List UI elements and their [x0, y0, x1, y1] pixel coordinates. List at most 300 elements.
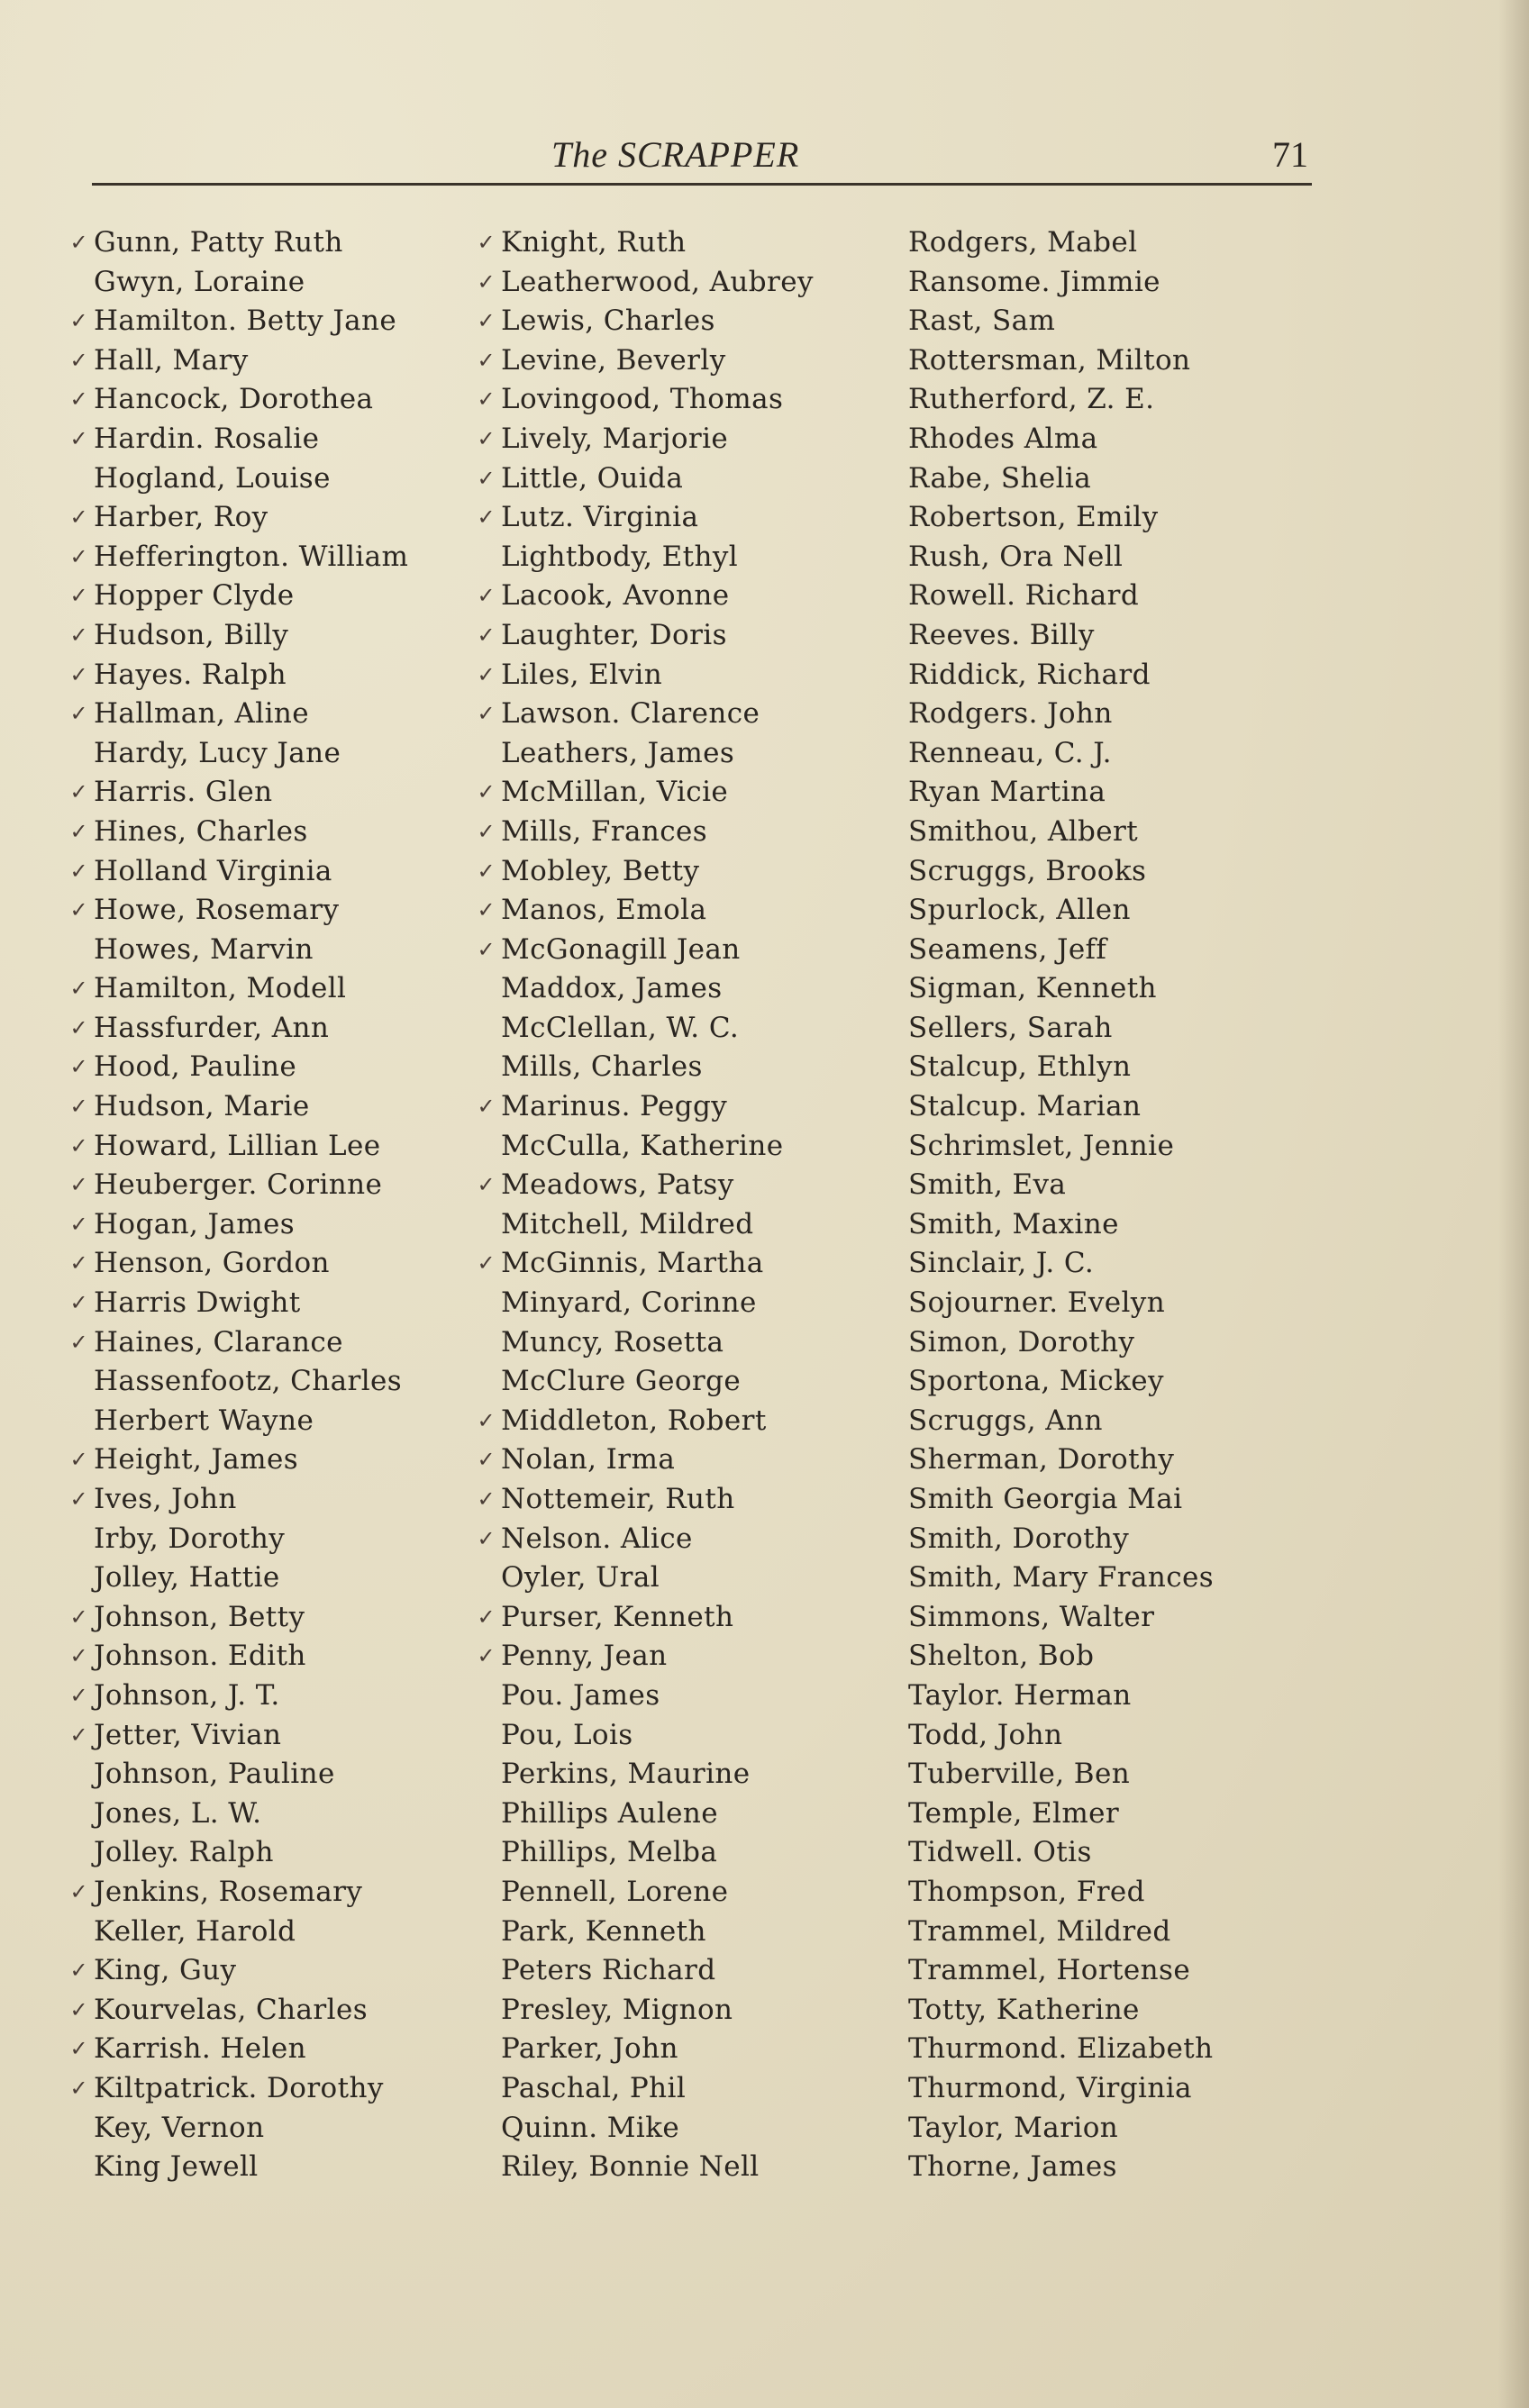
student-name: McGinnis, Martha [501, 1247, 764, 1280]
student-name: Heuberger. Corinne [94, 1168, 383, 1202]
student-name: Hallman, Aline [94, 697, 310, 731]
student-name: Parker, John [501, 2032, 678, 2066]
student-name: Hardy, Lucy Jane [94, 736, 341, 769]
student-name: Lively, Marjorie [501, 422, 729, 455]
list-item [908, 2148, 1332, 2187]
student-name: Gwyn, Loraine [94, 265, 305, 298]
student-name: Thurmond. Elizabeth [908, 2032, 1214, 2066]
publication-title: The SCRAPPER [551, 134, 800, 175]
check-mark-icon: ✓ [69, 1290, 88, 1316]
list-item [69, 852, 517, 892]
list-item [477, 302, 924, 341]
student-name: Pou. James [501, 1678, 660, 1712]
student-name: Stalcup, Ethlyn [908, 1050, 1132, 1084]
list-item [908, 538, 1332, 577]
student-name: Spurlock, Allen [908, 894, 1131, 927]
list-item [908, 2109, 1332, 2149]
student-name: Nolan, Irma [501, 1443, 676, 1477]
student-name: Harris. Glen [94, 776, 273, 809]
student-name: Smith, Mary Frances [908, 1561, 1215, 1595]
list-item [501, 2030, 924, 2069]
list-item [501, 1716, 924, 1756]
list-item [908, 656, 1332, 695]
student-name: Johnson, Pauline [94, 1758, 335, 1791]
list-item [477, 1520, 924, 1559]
check-mark-icon: ✓ [69, 661, 88, 687]
list-item [501, 1048, 924, 1087]
student-name: Holland Virginia [94, 854, 332, 887]
student-name: Jolley. Ralph [94, 1836, 274, 1869]
student-name: Nottemeir, Ruth [501, 1483, 735, 1515]
list-item [69, 1009, 517, 1049]
check-mark-icon: ✓ [477, 1486, 496, 1512]
list-item [908, 1598, 1332, 1638]
student-name: Rush, Ora Nell [908, 540, 1124, 573]
student-name: McCulla, Katherine [501, 1129, 784, 1162]
check-mark-icon: ✓ [69, 622, 88, 648]
list-item [69, 420, 517, 459]
student-name: Tidwell. Otis [908, 1836, 1092, 1869]
name-column-2 [477, 223, 924, 2187]
student-name: Schrimslet, Jennie [908, 1129, 1175, 1162]
student-name: Rodgers. John [908, 697, 1113, 731]
list-item [501, 1558, 924, 1598]
student-name: Smithou, Albert [908, 814, 1139, 848]
list-item [908, 1127, 1332, 1167]
check-mark-icon: ✓ [477, 583, 496, 609]
check-mark-icon: ✓ [69, 1094, 88, 1120]
check-mark-icon: ✓ [477, 858, 496, 884]
list-item [908, 1873, 1332, 1913]
check-mark-icon: ✓ [69, 1958, 88, 1984]
list-item [501, 1913, 924, 1952]
list-item [477, 813, 924, 852]
list-item [908, 459, 1332, 499]
student-name: Pennell, Lorene [501, 1875, 729, 1908]
student-name: Leathers, James [501, 736, 735, 769]
student-name: Park, Kenneth [501, 1914, 706, 1948]
list-item [908, 1951, 1332, 1991]
list-item [908, 1520, 1332, 1559]
check-mark-icon: ✓ [69, 1486, 88, 1512]
check-mark-icon: ✓ [477, 897, 496, 923]
list-item [94, 1833, 517, 1873]
list-item [69, 2030, 517, 2069]
check-mark-icon: ✓ [69, 976, 88, 1002]
check-mark-icon: ✓ [69, 1722, 88, 1748]
list-item [69, 302, 517, 341]
list-item [69, 341, 517, 381]
student-name: King Jewell [94, 2150, 259, 2184]
list-item [69, 1087, 517, 1127]
list-item [69, 1284, 517, 1323]
student-name: Reeves. Billy [908, 618, 1095, 651]
list-item [908, 1637, 1332, 1677]
list-item [69, 1991, 517, 2031]
list-item [501, 2109, 924, 2149]
check-mark-icon: ✓ [69, 1604, 88, 1630]
check-mark-icon: ✓ [477, 622, 496, 648]
list-item [477, 380, 924, 420]
student-name: Trammel, Mildred [908, 1914, 1171, 1948]
student-name: Purser, Kenneth [501, 1600, 734, 1633]
check-mark-icon: ✓ [477, 1447, 496, 1473]
student-name: Rodgers, Mabel [908, 226, 1138, 259]
list-item [94, 1362, 517, 1402]
list-item [908, 577, 1332, 616]
list-item [908, 1402, 1332, 1441]
student-name: Smith, Maxine [908, 1207, 1119, 1240]
list-item [501, 1833, 924, 1873]
student-name: Hogan, James [94, 1207, 296, 1240]
list-item [69, 538, 517, 577]
check-mark-icon: ✓ [69, 701, 88, 727]
name-column-1 [69, 223, 517, 2187]
student-name: Harris Dwight [94, 1286, 301, 1320]
check-mark-icon: ✓ [69, 347, 88, 373]
student-name: Keller, Harold [94, 1914, 296, 1948]
list-item [69, 773, 517, 813]
check-mark-icon: ✓ [69, 1447, 88, 1473]
list-item [477, 1244, 924, 1284]
page-header [551, 133, 1308, 184]
student-name: Hudson, Billy [94, 618, 289, 651]
list-item [69, 1127, 517, 1167]
check-mark-icon: ✓ [477, 1604, 496, 1630]
list-item [69, 1244, 517, 1284]
list-item [69, 1205, 517, 1245]
check-mark-icon: ✓ [69, 583, 88, 609]
check-mark-icon: ✓ [477, 661, 496, 687]
student-name: Rutherford, Z. E. [908, 383, 1155, 416]
student-name: Thurmond, Virginia [908, 2071, 1192, 2104]
list-item [908, 498, 1332, 538]
list-item [908, 380, 1332, 420]
student-name: Rabe, Shelia [908, 461, 1092, 495]
student-name: Pou, Lois [501, 1718, 633, 1751]
student-name: Taylor, Marion [908, 2111, 1119, 2144]
name-column-3 [908, 223, 1332, 2187]
student-name: Gunn, Patty Ruth [94, 226, 343, 259]
list-item [94, 1402, 517, 1441]
student-name: Muncy, Rosetta [501, 1325, 724, 1358]
student-name: Hefferington. William [94, 540, 409, 573]
student-name: Taylor. Herman [908, 1678, 1132, 1712]
check-mark-icon: ✓ [69, 1682, 88, 1708]
list-item [908, 1913, 1332, 1952]
check-mark-icon: ✓ [477, 1172, 496, 1198]
list-item [477, 891, 924, 931]
list-item [908, 2069, 1332, 2109]
student-name: Hardin. Rosalie [94, 422, 320, 455]
list-item [908, 931, 1332, 970]
check-mark-icon: ✓ [69, 1643, 88, 1669]
list-item [908, 1048, 1332, 1087]
student-name: Renneau, C. J. [908, 736, 1112, 769]
student-name: Henson, Gordon [94, 1247, 330, 1280]
student-name: Temple, Elmer [908, 1796, 1120, 1830]
student-name: Scruggs, Brooks [908, 854, 1147, 887]
list-item [501, 1362, 924, 1402]
check-mark-icon: ✓ [69, 2075, 88, 2101]
list-item [69, 813, 517, 852]
student-name: Hayes. Ralph [94, 658, 287, 691]
list-item [477, 1402, 924, 1441]
student-name: Herbert Wayne [94, 1404, 314, 1437]
list-item [69, 577, 517, 616]
student-name: Hopper Clyde [94, 579, 295, 613]
student-name: Knight, Ruth [501, 226, 687, 259]
student-name: Lacook, Avonne [501, 579, 730, 613]
student-name: Leatherwood, Aubrey [501, 265, 814, 298]
student-name: Peters Richard [501, 1954, 716, 1987]
list-item [477, 656, 924, 695]
student-name: Tuberville, Ben [908, 1758, 1131, 1791]
student-name: Oyler, Ural [501, 1561, 660, 1595]
student-name: Haines, Clarance [94, 1325, 343, 1358]
student-name: Nelson. Alice [501, 1522, 693, 1555]
page-number: 71 [1272, 134, 1308, 175]
student-name: Marinus. Peggy [501, 1090, 728, 1123]
list-item [908, 1677, 1332, 1716]
list-item [501, 538, 924, 577]
student-name: Jolley, Hattie [94, 1561, 280, 1595]
list-item [94, 2148, 517, 2187]
list-item [94, 1795, 517, 1834]
list-item [69, 223, 517, 263]
list-item [69, 1048, 517, 1087]
list-item [94, 2109, 517, 2149]
list-item [501, 969, 924, 1009]
student-name: Height, James [94, 1443, 299, 1477]
list-item [69, 1637, 517, 1677]
check-mark-icon: ✓ [69, 858, 88, 884]
student-name: Laughter, Doris [501, 618, 727, 651]
list-item [908, 1362, 1332, 1402]
list-item [501, 1755, 924, 1795]
student-name: Hamilton. Betty Jane [94, 304, 397, 338]
student-name: Minyard, Corinne [501, 1286, 757, 1320]
student-name: Shelton, Bob [908, 1640, 1095, 1673]
student-name: Hood, Pauline [94, 1050, 297, 1084]
student-name: McMillan, Vicie [501, 776, 729, 809]
list-item [94, 734, 517, 774]
student-name: Ransome. Jimmie [908, 265, 1160, 298]
list-item [908, 734, 1332, 774]
list-item [69, 695, 517, 734]
student-name: Hancock, Dorothea [94, 383, 374, 416]
student-name: Seamens, Jeff [908, 932, 1107, 966]
list-item [908, 1009, 1332, 1049]
list-item [94, 1520, 517, 1559]
list-item [69, 891, 517, 931]
list-item [908, 1833, 1332, 1873]
student-name: Phillips, Melba [501, 1836, 718, 1869]
list-item [69, 1440, 517, 1480]
student-name: Mills, Frances [501, 814, 708, 848]
check-mark-icon: ✓ [69, 308, 88, 334]
check-mark-icon: ✓ [69, 818, 88, 844]
student-name: Lightbody, Ethyl [501, 540, 739, 573]
check-mark-icon: ✓ [477, 936, 496, 962]
list-item [69, 1873, 517, 1913]
list-item [908, 1087, 1332, 1127]
check-mark-icon: ✓ [477, 1643, 496, 1669]
student-name: McClure George [501, 1365, 742, 1398]
student-name: Howes, Marvin [94, 932, 314, 966]
check-mark-icon: ✓ [477, 386, 496, 413]
list-item [477, 931, 924, 970]
check-mark-icon: ✓ [477, 779, 496, 805]
student-name: McClellan, W. C. [501, 1011, 740, 1044]
student-name: Johnson. Edith [94, 1640, 306, 1673]
student-name: Jetter, Vivian [94, 1718, 282, 1751]
list-item [94, 263, 517, 303]
list-item [69, 1716, 517, 1756]
list-item [908, 420, 1332, 459]
check-mark-icon: ✓ [69, 779, 88, 805]
student-name: Karrish. Helen [94, 2032, 306, 2066]
list-item [501, 1873, 924, 1913]
student-name: Hamilton, Modell [94, 972, 347, 1005]
list-item [69, 969, 517, 1009]
list-item [908, 2030, 1332, 2069]
list-item [477, 852, 924, 892]
student-name: Rowell. Richard [908, 579, 1140, 613]
student-name: Scruggs, Ann [908, 1404, 1103, 1437]
student-name: Phillips Aulene [501, 1796, 719, 1830]
student-name: Lutz. Virginia [501, 501, 699, 534]
list-item [501, 2148, 924, 2187]
student-name: Hogland, Louise [94, 461, 331, 495]
student-name: Lovingood, Thomas [501, 383, 784, 416]
list-item [477, 1440, 924, 1480]
student-name: Sherman, Dorothy [908, 1443, 1175, 1477]
student-name: Harber, Roy [94, 501, 268, 534]
student-name: Kourvelas, Charles [94, 1993, 369, 2026]
check-mark-icon: ✓ [477, 1407, 496, 1433]
student-name: Key, Vernon [94, 2111, 265, 2144]
student-name: Irby, Dorothy [94, 1522, 286, 1555]
student-name: Smith, Dorothy [908, 1522, 1130, 1555]
list-item [908, 852, 1332, 892]
check-mark-icon: ✓ [69, 386, 88, 413]
list-item [69, 380, 517, 420]
student-name: Ryan Martina [908, 776, 1106, 809]
list-item [501, 2069, 924, 2109]
student-name: Perkins, Maurine [501, 1758, 751, 1791]
list-item [908, 695, 1332, 734]
student-name: Jones, L. W. [94, 1796, 262, 1830]
student-name: Hassfurder, Ann [94, 1011, 330, 1044]
list-item [69, 1677, 517, 1716]
student-name: Rast, Sam [908, 304, 1056, 338]
student-name: Maddox, James [501, 972, 723, 1005]
list-item [69, 656, 517, 695]
list-item [69, 1598, 517, 1638]
student-name: Smith Georgia Mai [908, 1483, 1183, 1515]
student-name: Sojourner. Evelyn [908, 1286, 1166, 1320]
list-item [477, 616, 924, 656]
list-item [69, 1951, 517, 1991]
list-item [908, 813, 1332, 852]
list-item [908, 616, 1332, 656]
list-item [908, 302, 1332, 341]
check-mark-icon: ✓ [69, 1211, 88, 1237]
check-mark-icon: ✓ [477, 268, 496, 295]
student-name: Penny, Jean [501, 1640, 668, 1673]
list-item [94, 931, 517, 970]
student-name: Hudson, Marie [94, 1090, 310, 1123]
student-name: Robertson, Emily [908, 501, 1159, 534]
list-item [908, 1480, 1332, 1520]
student-name: Simon, Dorothy [908, 1325, 1135, 1358]
student-name: Middleton, Robert [501, 1404, 767, 1437]
student-name: Riley, Bonnie Nell [501, 2150, 760, 2184]
list-item [908, 1558, 1332, 1598]
student-name: Thompson, Fred [908, 1875, 1145, 1908]
student-name: Meadows, Patsy [501, 1168, 734, 1202]
check-mark-icon: ✓ [69, 543, 88, 569]
student-name: Presley, Mignon [501, 1993, 733, 2026]
student-name: Manos, Emola [501, 894, 707, 927]
student-name: Kiltpatrick. Dorothy [94, 2071, 384, 2104]
check-mark-icon: ✓ [69, 1132, 88, 1159]
list-item [501, 1991, 924, 2031]
student-name: Howe, Rosemary [94, 894, 340, 927]
student-name: Mills, Charles [501, 1050, 703, 1084]
list-item [477, 1087, 924, 1127]
check-mark-icon: ✓ [69, 1172, 88, 1198]
student-name: Levine, Beverly [501, 343, 726, 377]
list-item [477, 577, 924, 616]
student-name: Johnson, J. T. [94, 1678, 280, 1712]
check-mark-icon: ✓ [477, 504, 496, 531]
list-item [477, 341, 924, 381]
check-mark-icon: ✓ [69, 1014, 88, 1040]
student-name: Todd, John [908, 1718, 1063, 1751]
list-item [94, 1558, 517, 1598]
check-mark-icon: ✓ [69, 897, 88, 923]
check-mark-icon: ✓ [69, 425, 88, 451]
list-item [908, 1284, 1332, 1323]
header-rule [92, 183, 1312, 186]
list-item [908, 1205, 1332, 1245]
list-item [477, 773, 924, 813]
list-item [501, 734, 924, 774]
list-item [477, 1166, 924, 1205]
check-mark-icon: ✓ [477, 308, 496, 334]
list-item [501, 1205, 924, 1245]
list-item [69, 1480, 517, 1520]
student-name: Sigman, Kenneth [908, 972, 1157, 1005]
student-name: Quinn. Mike [501, 2111, 680, 2144]
student-name: Trammel, Hortense [908, 1954, 1191, 1987]
list-item [908, 341, 1332, 381]
check-mark-icon: ✓ [477, 818, 496, 844]
list-item [69, 1166, 517, 1205]
list-item [477, 498, 924, 538]
list-item [69, 2069, 517, 2109]
check-mark-icon: ✓ [69, 1996, 88, 2022]
list-item [501, 1284, 924, 1323]
list-item [477, 459, 924, 499]
list-item [501, 1009, 924, 1049]
student-name: Mitchell, Mildred [501, 1207, 754, 1240]
student-name: Riddick, Richard [908, 658, 1151, 691]
list-item [69, 498, 517, 538]
list-item [908, 969, 1332, 1009]
